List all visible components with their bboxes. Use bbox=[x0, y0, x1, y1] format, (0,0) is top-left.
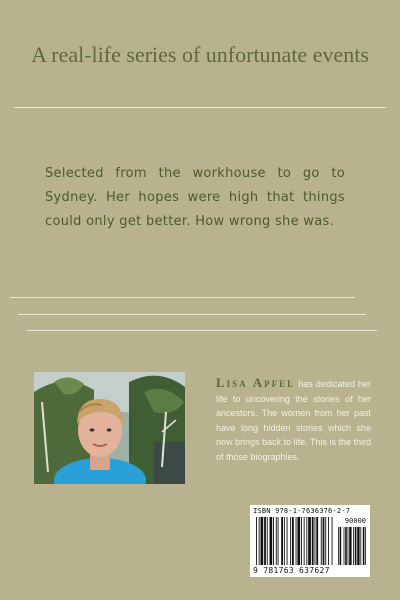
book-blurb: Selected from the workhouse to go to Sydney. Her hopes were high that things could only get better. How wrong she was. bbox=[45, 166, 345, 229]
addon-bar bbox=[360, 527, 361, 565]
barcode-bar bbox=[261, 517, 264, 565]
barcode-bar bbox=[281, 517, 283, 565]
barcode-bar bbox=[312, 517, 314, 565]
barcode-bar bbox=[284, 517, 285, 565]
barcode-bar bbox=[270, 517, 273, 565]
author-photo bbox=[34, 372, 185, 484]
headline-divider bbox=[14, 107, 386, 108]
barcode-bar bbox=[273, 517, 274, 565]
barcode-bar bbox=[321, 517, 322, 565]
author-name: Lisa Apfel bbox=[216, 375, 296, 390]
barcode-bar bbox=[315, 517, 316, 565]
barcode-bar bbox=[306, 517, 307, 565]
cover-headline: A real-life series of unfortunate events bbox=[31, 42, 369, 67]
ean-digits: 9 781763 637627 bbox=[253, 566, 330, 575]
barcode-bar bbox=[256, 517, 257, 565]
isbn-label: ISBN 978-1-7636376-2-7 bbox=[253, 507, 351, 515]
barcode-bar bbox=[290, 517, 291, 565]
addon-bar bbox=[353, 527, 354, 565]
barcode-bar bbox=[264, 517, 266, 565]
isbn-barcode bbox=[250, 505, 370, 577]
barcode-bar bbox=[332, 517, 333, 565]
addon-bar bbox=[357, 527, 359, 565]
addon-bar bbox=[355, 527, 357, 565]
author-photo-image bbox=[34, 372, 185, 484]
decorative-line-2 bbox=[18, 314, 366, 315]
addon-bar bbox=[365, 527, 366, 565]
barcode-bar bbox=[316, 517, 318, 565]
addon-bar bbox=[363, 527, 365, 565]
author-bio-text: has dedicated her life to uncovering the stories of her ancestors. The women from her past have long hidden stories which she now brings back to life. This is the third of those biographies. bbox=[216, 379, 371, 462]
author-bio bbox=[216, 376, 371, 464]
decorative-line-3 bbox=[27, 330, 377, 331]
addon-bar bbox=[338, 527, 339, 565]
barcode-bar bbox=[292, 517, 294, 565]
barcode-bar bbox=[323, 517, 325, 565]
decorative-line-1 bbox=[10, 297, 355, 298]
price-addon-code: 90000 bbox=[344, 517, 366, 525]
barcode-bar bbox=[328, 517, 329, 565]
barcode-bar bbox=[259, 517, 260, 565]
barcode-bar bbox=[267, 517, 268, 565]
barcode-bar bbox=[308, 517, 311, 565]
barcode-bar bbox=[325, 517, 326, 565]
barcode-bar bbox=[287, 517, 288, 565]
addon-bar bbox=[348, 527, 349, 565]
barcode-bar bbox=[276, 517, 277, 565]
addon-bar bbox=[349, 527, 351, 565]
barcode-bar bbox=[278, 517, 279, 565]
addon-bar bbox=[340, 527, 342, 565]
addon-bar bbox=[344, 527, 345, 565]
barcode-bar bbox=[296, 517, 297, 565]
barcode-bar bbox=[297, 517, 300, 565]
barcode-bar bbox=[301, 517, 302, 565]
barcode-bar bbox=[304, 517, 305, 565]
addon-bar bbox=[345, 527, 347, 565]
